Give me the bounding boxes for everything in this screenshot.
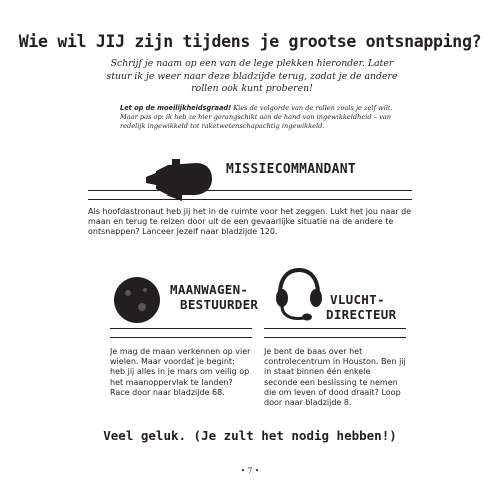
difficulty-note-body: Kies de volgorde van de rollen zoals je zelf wilt. Maar pas op: ik heb ze hier gerangschikt aan de hand van ingewikkeldheid – van redelijk ingewikkeld tot raketwetenschapachtig ingewikkeld.	[120, 104, 393, 131]
role-text-flight: Je bent de baas over het controlecentrum in Houston. Ben jij in staat binnen één enkele seconde een beslissing te nemen die om leven of dood draait? Loop door naar bladzijde 8.	[264, 347, 406, 408]
role-text-rover: Je mag de maan verkennen op vier wielen. Maar voordat je begint: heb jij alles in je mars om veilig op het maanoppervlak te landen? Race door naar bladzijde 68.	[110, 347, 251, 397]
headset-icon	[274, 266, 324, 324]
sign-off: Veel geluk. (Je zult het nodig hebben!)	[103, 428, 397, 443]
divider-line	[264, 337, 406, 338]
difficulty-note	[120, 104, 400, 132]
role-title-flight: VLUCHT- DIRECTEUR	[326, 292, 397, 322]
intro-text: Schrijf je naam op een van de lege plekken hieronder. Later stuur ik je weer naar deze bladzijde terug, zodat je de andere rollen ook kunt proberen!	[106, 58, 398, 94]
role-box-commander	[88, 190, 412, 250]
role-text-commander: Als hoofdastronaut heb jij het in de ruimte voor het zeggen. Lukt het jou naar de maan en terug te reizen door uit de een gevaarlijke situatie na de andere te ontsnappen? Lanceer jezelf naar bladzijde 120.	[88, 207, 412, 237]
role-box-rover	[110, 328, 252, 400]
divider-line	[110, 337, 252, 338]
difficulty-note-heading: Let op de moeilijkheidsgraad!	[120, 104, 232, 112]
role-title-rover: MAANWAGEN- BESTUURDER	[170, 282, 259, 312]
role-title-commander: MISSIECOMMANDANT	[226, 162, 357, 177]
divider-line	[88, 199, 412, 200]
page-title: Wie wil JIJ zijn tijdens je grootse ontsnapping?	[18, 32, 482, 51]
page-number: • 7 •	[240, 466, 260, 475]
moon-icon	[112, 275, 162, 325]
role-box-flight	[264, 328, 406, 412]
